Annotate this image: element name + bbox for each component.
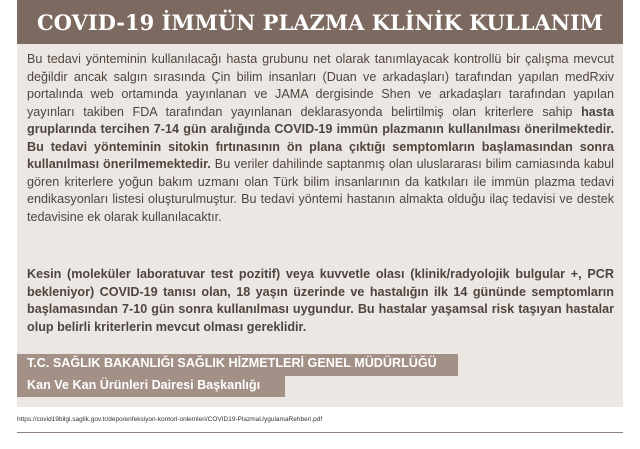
source-link[interactable]: https://covid19bilgi.saglik.gov.tr/depo/enfeksiyon-kontorl-onlemleri/COVID19-PlazmaUygulamaRehberi.pdf <box>17 416 323 423</box>
intro-paragraph <box>27 51 614 226</box>
intro-text-part1: Bu tedavi yönteminin kullanılacağı hasta grubunu net olarak tanımlayacak kontrollü bir çalışma mevcut değildir ancak salgın sırasında Çin bilim insanları (Duan ve arkadaşları) tarafından yapılan medRxiv portalında web ortamında yayınlanan ve JAMA dergisinde Shen ve arkadaşları tarafından yapılan yayınları takiben FDA tarafından yayınlanan deklarasyonda belirtilmiş olan kriterlere sahip <box>27 52 614 119</box>
footer-divider <box>17 432 623 433</box>
signature-department: Kan Ve Kan Ürünleri Dairesi Başkanlığı <box>27 378 261 392</box>
title-bar <box>17 0 623 44</box>
intro-text-part2: Bu veriler dahilinde saptanmış olan uluslararası bilim camiasında kabul gören kriterlere yoğun bakım uzmanı olan Türk bilim insanlarının da katkıları ile immün plazma tedavi endikasyonları listesi oluşturulmuştur. Bu tedavi yöntemi hastanın almakta olduğu ilaç tedavisi ve destek tedavisine ek olarak kullanılacaktır. <box>27 157 614 224</box>
page-title: COVID-19 İMMÜN PLAZMA KLİNİK KULLANIM <box>36 9 604 35</box>
signature-ministry: T.C. SAĞLIK BAKANLIĞI SAĞLIK HİZMETLERİ GENEL MÜDÜRLÜĞÜ <box>27 356 437 370</box>
criteria-paragraph: Kesin (moleküler laboratuvar test pozitif) veya kuvvetle olası (klinik/radyolojik bulgular +, PCR bekleniyor) COVID-19 tanısı olan, 18 yaşın üzerinde ve hastalığın ilk 14 gününde semptomların başlamasından 7-10 gün sonra kullanılması uygundur. Bu hastalar yaşamsal risk taşıyan hastalar olup belirli kriterlerin mevcut olması gereklidir. <box>27 267 614 334</box>
intro-text-highlight: hasta gruplarında tercihen 7-14 gün aralığında COVID-19 immün plazmanın kullanılması önerilmektedir. Bu tedavi yönteminin sitokin fırtınasının ön plana çıktığı semptomların başlamasından sonra kullanılması önerilmemektedir. <box>27 104 614 171</box>
